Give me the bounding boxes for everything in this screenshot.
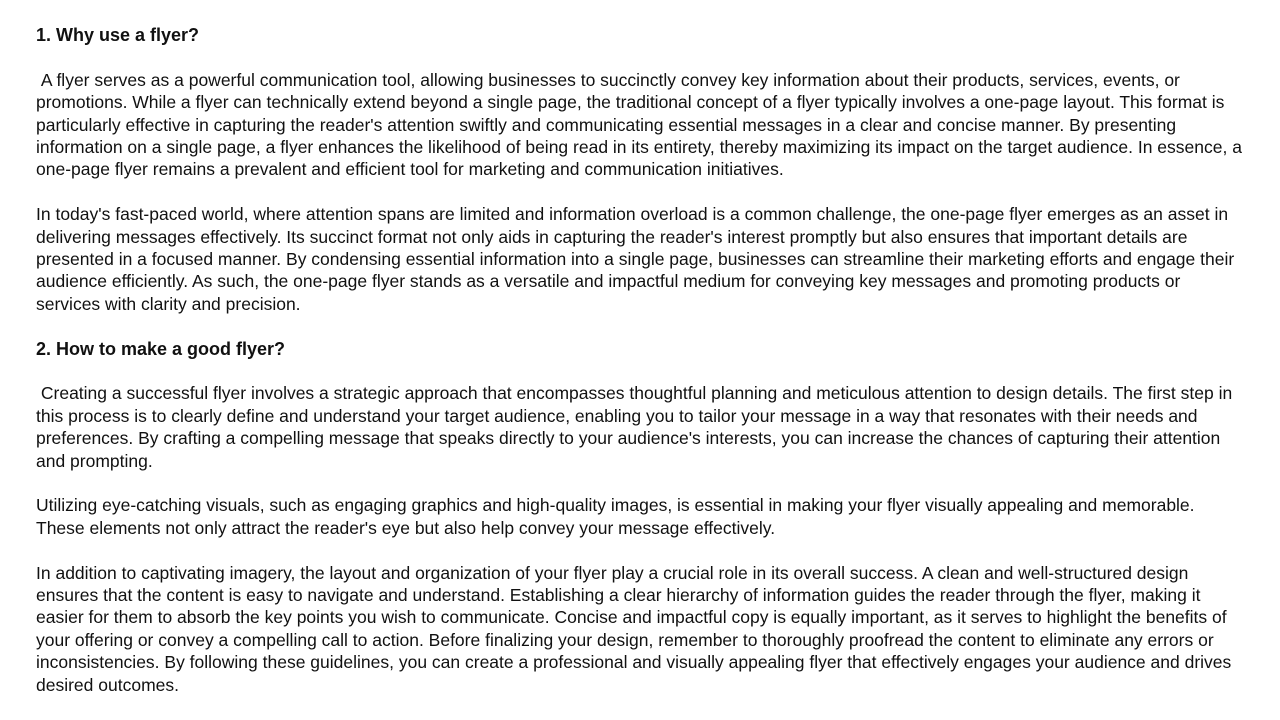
paragraph: In addition to captivating imagery, the layout and organization of your flyer play a crucial role in its overall success. A clean and well-structured design ensures that the content is easy to navigate and understand. Establishing a clear hierarchy of information guides the reader through the flyer, making it easier for them to absorb the key points you wish to communicate. Concise and impactful copy is equally important, as it serves to highlight the benefits of your offering or convey a compelling call to action. Before finalizing your design, remember to thoroughly proofread the content to eliminate any errors or inconsistencies. By following these guidelines, you can create a professional and visually appealing flyer that effectively engages your audience and drives desired outcomes.: [36, 562, 1237, 695]
spacer: [36, 315, 1246, 337]
spacer: [36, 472, 1246, 494]
spacer: [36, 539, 1246, 561]
paragraph: Utilizing eye-catching visuals, such as engaging graphics and high-quality images, is essential in making your flyer visually appealing and memorable. These elements not only attract the reader's eye but also help convey your message effectively.: [36, 495, 1200, 538]
paragraph: A flyer serves as a powerful communication tool, allowing businesses to succinctly convey key information about their products, services, events, or promotions. While a flyer can technically extend beyond a single page, the traditional concept of a flyer typically involves a one-page layout. This format is particularly effective in capturing the reader's attention swiftly and communicating essential messages in a clear and concise manner. By presenting information on a single page, a flyer enhances the likelihood of being read in its entirety, thereby maximizing its impact on the target audience. In essence, a one-page flyer remains a prevalent and efficient tool for marketing and communication initiatives.: [36, 69, 1247, 180]
spacer: [36, 46, 1246, 68]
spacer: [36, 360, 1246, 382]
section-heading-how-to-make-flyer: 2. How to make a good flyer?: [36, 338, 286, 359]
spacer: [36, 181, 1246, 203]
document-body: [36, 24, 1246, 696]
paragraph: In today's fast-paced world, where attention spans are limited and information overload is a common challenge, the one-page flyer emerges as an asset in delivering messages effectively. Its succinct format not only aids in capturing the reader's interest promptly but also ensures that important details are presented in a focused manner. By condensing essential information into a single page, businesses can streamline their marketing efforts and engage their audience efficiently. As such, the one-page flyer stands as a versatile and impactful medium for conveying key messages and promoting products or services with clarity and precision.: [36, 204, 1240, 314]
section-heading-why-use-flyer: 1. Why use a flyer?: [36, 25, 200, 45]
paragraph: Creating a successful flyer involves a strategic approach that encompasses thoughtful planning and meticulous attention to design details. The first step in this process is to clearly define and understand your target audience, enabling you to tailor your message in a way that resonates with their needs and preferences. By crafting a compelling message that speaks directly to your audience's interests, you can increase the chances of capturing their attention and prompting.: [36, 383, 1238, 471]
